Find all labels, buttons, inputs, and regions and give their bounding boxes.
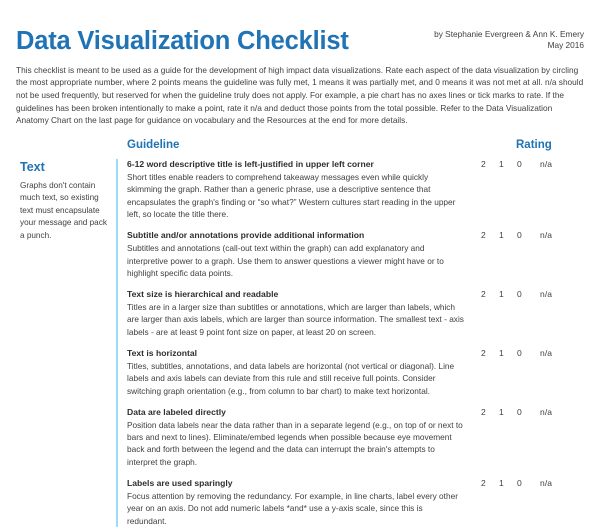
rating-option-na[interactable]: n/a xyxy=(540,288,553,299)
section-sidebar xyxy=(16,159,116,242)
rating-group xyxy=(481,478,584,488)
rating-option-1[interactable]: 1 xyxy=(499,288,504,299)
list-item xyxy=(127,289,584,338)
rating-option-na[interactable]: n/a xyxy=(540,230,553,241)
guideline-description: Titles are in a larger size than subtitles or annotations, which are larger than labels, which are larger than axis labels, which are larger than source information. The smallest text - axis labels - are at least 9 point font size on paper, at least 20 on screen. xyxy=(127,301,464,337)
rating-option-0[interactable]: 0 xyxy=(517,288,522,299)
rating-option-0[interactable]: 0 xyxy=(517,230,522,241)
rating-option-0[interactable]: 0 xyxy=(517,158,522,169)
rating-column-header: Rating xyxy=(516,138,552,151)
rating-option-2[interactable]: 2 xyxy=(481,347,486,358)
rating-option-1[interactable]: 1 xyxy=(499,477,504,488)
rating-option-2[interactable]: 2 xyxy=(481,406,486,417)
rating-option-1[interactable]: 1 xyxy=(499,158,504,169)
guideline-title: Data are labeled directly xyxy=(127,406,226,417)
byline-authors: by Stephanie Evergreen & Ann K. Emery xyxy=(434,28,584,39)
page-title: Data Visualization Checklist xyxy=(16,27,349,55)
guideline-title: Subtitle and/or annotations provide additional information xyxy=(127,230,365,241)
guideline-description: Subtitles and annotations (call-out text within the graph) can add explanatory and interpretive power to a graph. Use them to answer questions a viewer might have or to highlight specific data points. xyxy=(127,243,444,278)
byline xyxy=(434,29,584,55)
rating-option-1[interactable]: 1 xyxy=(499,347,504,358)
list-item xyxy=(127,348,584,397)
guideline-title: Text size is hierarchical and readable xyxy=(127,288,279,299)
section-description: Graphs don't contain much text, so existing text must encapsulate your message and pack a punch. xyxy=(20,180,107,240)
intro-paragraph: This checklist is meant to be used as a guide for the development of high impact data visualizations. Rate each aspect of the data visualization by circling the most appropriate number, where 2 points means the guideline was fully met, 1 means it was partially met, and 0 means it was not met at all. n/a should not be used frequently, but reserved for when the guideline truly does not apply. For example, a pie chart has no axes lines or tick marks to rate. If the guidelines has been broken intentionally to make a point, rate it n/a and deduct those points from the total possible. Refer to the Data Visualization Anatomy Chart on the last page for guidance on vocabulary and the Resources at the end for more details. xyxy=(16,64,584,126)
rating-option-na[interactable]: n/a xyxy=(540,406,553,417)
rating-group xyxy=(481,159,584,169)
rating-option-2[interactable]: 2 xyxy=(481,158,486,169)
guideline-description: Titles, subtitles, annotations, and data labels are horizontal (not vertical or diagonal). Line labels and axis labels can deviate from this rule and still receive full points. Consider switching graph orientation (e.g., from column to bar chart) to make text horizontal. xyxy=(127,360,455,396)
rating-option-na[interactable]: n/a xyxy=(540,158,553,169)
document-header xyxy=(16,0,584,55)
rating-group xyxy=(481,348,584,358)
rating-group xyxy=(481,289,584,299)
rating-option-0[interactable]: 0 xyxy=(517,406,522,417)
rating-option-1[interactable]: 1 xyxy=(499,230,504,241)
guideline-description: Focus attention by removing the redundancy. For example, in line charts, label every other year on an axis. Do not add numeric labels *and* use a y-axis scale, since this is redundant. xyxy=(127,490,458,526)
guideline-title: 6-12 word descriptive title is left-justified in upper left corner xyxy=(127,158,374,169)
byline-date: May 2016 xyxy=(547,40,584,51)
guideline-description: Position data labels near the data rather than in a separate legend (e.g., on top of or next to bars and next to lines). Eliminate/embed legends when possible because eye movement back and forth between the legend and the data can interrupt the brain's attempts to interpret the graph. xyxy=(127,419,463,467)
list-item xyxy=(127,230,584,279)
rating-group xyxy=(481,407,584,417)
rating-option-1[interactable]: 1 xyxy=(499,406,504,417)
checklist-body xyxy=(16,159,584,527)
rating-option-2[interactable]: 2 xyxy=(481,477,486,488)
list-item xyxy=(127,478,584,527)
guideline-column-header: Guideline xyxy=(127,138,180,151)
rating-group xyxy=(481,230,584,240)
section-title-text: Text xyxy=(20,159,45,174)
rating-option-0[interactable]: 0 xyxy=(517,477,522,488)
guideline-description: Short titles enable readers to comprehend takeaway messages even while quickly skimming the graph. Rather than a generic phrase, use a descriptive sentence that encapsulates the graph's finding or “so what?” Western cultures start reading in the upper left, so locate the title there. xyxy=(127,171,456,220)
column-headers xyxy=(16,139,584,154)
rating-option-na[interactable]: n/a xyxy=(540,347,553,358)
rating-option-na[interactable]: n/a xyxy=(540,477,553,488)
list-item xyxy=(127,159,584,221)
rating-option-2[interactable]: 2 xyxy=(481,288,486,299)
rating-option-0[interactable]: 0 xyxy=(517,347,522,358)
guideline-title: Text is horizontal xyxy=(127,347,198,358)
guideline-list xyxy=(118,159,584,527)
guideline-title: Labels are used sparingly xyxy=(127,477,233,488)
rating-option-2[interactable]: 2 xyxy=(481,230,486,241)
list-item xyxy=(127,407,584,469)
